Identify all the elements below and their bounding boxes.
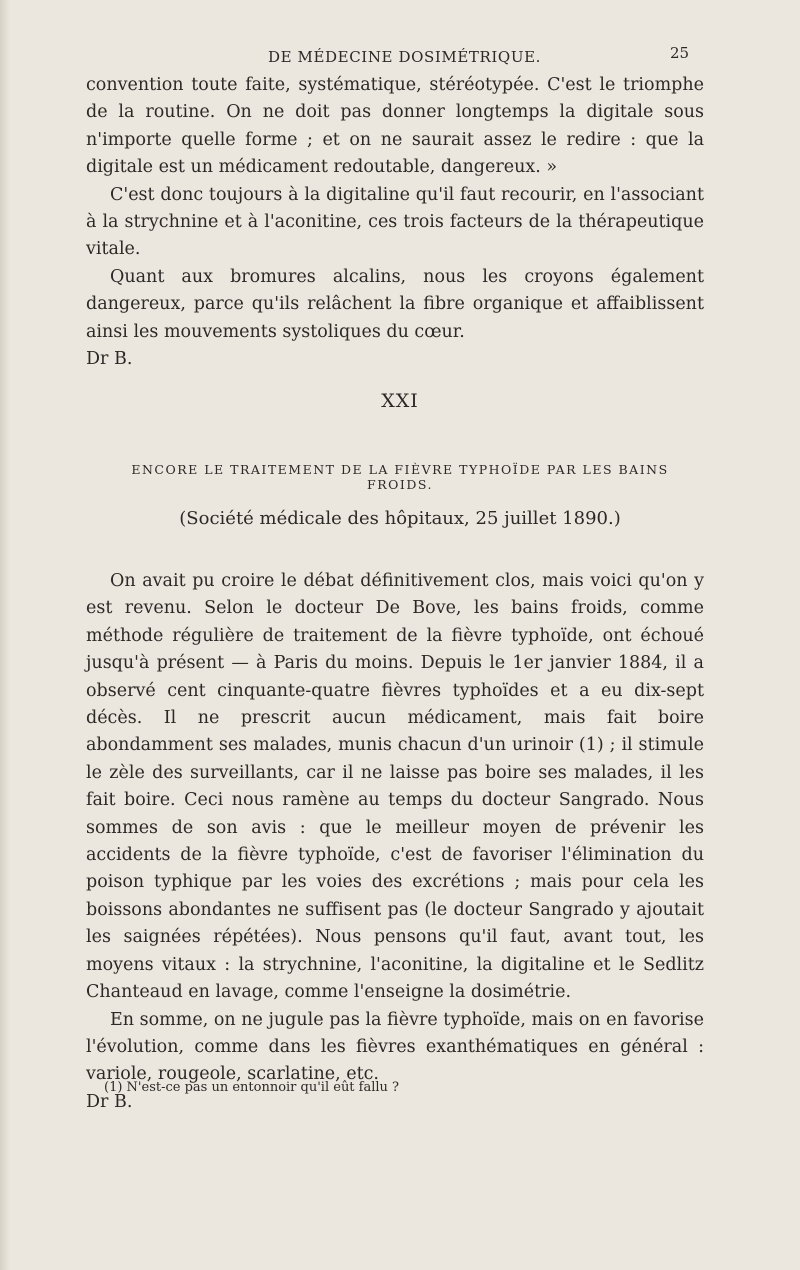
section-number: XXI [381,390,419,412]
paragraph: Quant aux bromures alcalins, nous les croyons également dangereux, parce qu'ils relâchent la fibre organique et affaiblissent ainsi les mouvements systoliques du cœur. [86,266,704,342]
section-body [86,568,704,1116]
signature: Dr B. [86,349,133,370]
opening-text-block [86,72,704,373]
signature: Dr B. [86,1091,133,1112]
page-number: 25 [670,44,690,62]
paragraph: C'est donc toujours à la digitaline qu'il faut recourir, en l'associant à la strychnine et à l'aconitine, ces trois facteurs de la thérapeutique vitale. [86,184,704,260]
footnote: (1) N'est-ce pas un entonnoir qu'il eût fallu ? [104,1080,400,1095]
running-head: DE MÉDECINE DOSIMÉTRIQUE. [268,48,541,66]
paragraph: En somme, on ne jugule pas la fièvre typhoïde, mais on en favorise l'évolution, comme dans les fièvres exanthématiques en général : variole, rougeole, scarlatine, etc. [86,1009,704,1085]
section-subtitle: (Société médicale des hôpitaux, 25 juillet 1890.) [179,508,621,529]
section-title: ENCORE LE TRAITEMENT DE LA FIÈVRE TYPHOÏDE PAR LES BAINS FROIDS. [131,462,669,492]
page-header [0,38,800,68]
paragraph: On avait pu croire le débat définitivement clos, mais voici qu'on y est revenu. Selon le docteur De Bove, les bains froids, comme méthode régulière de traitement de la fièvre typhoïde, ont échoué jusqu'à présent — à Paris du moins. Depuis le 1er janvier 1884, il a observé cent cinquante-quatre fièvres typhoïdes et a eu dix-sept décès. Il ne prescrit aucun médicament, mais fait boire abondamment ses malades, munis chacun d'un urinoir (1) ; il stimule le zèle des surveillants, car il ne laisse pas boire ses malades, il les fait boire. Ceci nous ramène au temps du docteur Sangrado. Nous sommes de son avis : que le meilleur moyen de prévenir les accidents de la fièvre typhoïde, c'est de favoriser l'élimination du poison typhique par les voies des excrétions ; mais pour cela les boissons abondantes ne suffisent pas (le docteur Sangrado y ajoutait les saignées répétées). Nous pensons qu'il faut, avant tout, les moyens vitaux : la strychnine, l'aconitine, la digitaline et le Sedlitz Chanteaud en lavage, comme l'enseigne la dosimétrie. [86,571,704,1003]
page-edge-shadow [0,0,10,1270]
paragraph: convention toute faite, systématique, stéréotypée. C'est le triomphe de la routine. On ne doit pas donner longtemps la digitale sous n'importe quelle forme ; et on ne saurait assez le redire : que la digitale est un médicament redoutable, dangereux. » [86,75,704,178]
